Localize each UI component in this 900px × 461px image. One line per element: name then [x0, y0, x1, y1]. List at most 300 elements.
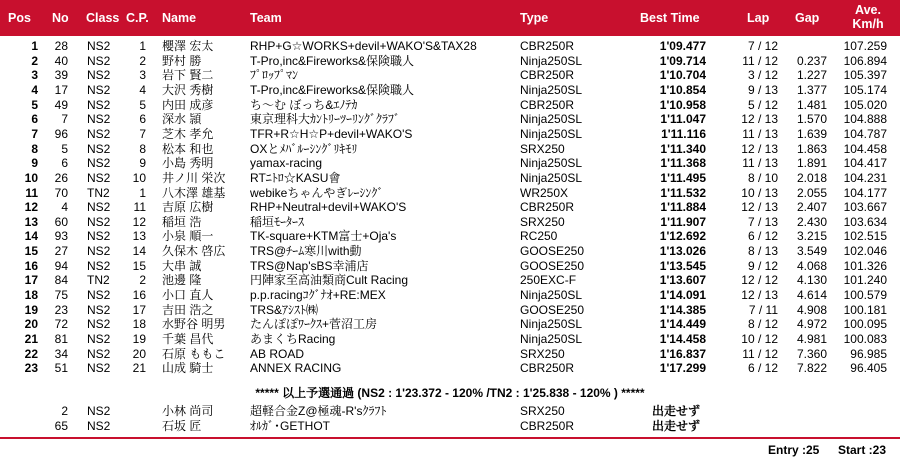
cell-name: 小島 秀明	[162, 156, 214, 171]
cell-lap: 11 / 12	[742, 346, 778, 361]
cell-lap: 10 / 13	[741, 185, 778, 200]
table-row	[0, 113, 900, 126]
dns-row	[0, 405, 900, 418]
cell-team: TRS@Nap'sBS幸浦店	[250, 258, 369, 273]
cell-ave: 105.020	[843, 97, 887, 112]
cell-cls: NS2	[87, 53, 111, 68]
header-no: No	[52, 11, 69, 25]
dns-cell-status: 出走せず	[652, 418, 701, 433]
cell-cp: 14	[132, 244, 146, 259]
cell-name: 野村 勝	[162, 53, 202, 68]
cell-gap: 4.981	[796, 332, 827, 346]
cell-type: WR250X	[520, 185, 569, 200]
cell-team: T-Pro,inc&Fireworks&保険職人	[250, 53, 415, 68]
cell-best: 1'13.607	[659, 273, 706, 288]
cell-no: 34	[54, 346, 68, 361]
cell-pos: 20	[24, 317, 38, 332]
cell-name: 千葉 昌代	[162, 332, 214, 346]
cell-gap: 4.614	[796, 288, 827, 303]
cell-gap: 4.130	[796, 273, 827, 288]
cell-ave: 100.181	[843, 302, 887, 317]
cell-ave: 104.458	[843, 141, 887, 156]
cell-pos: 2	[31, 53, 38, 68]
dns-cell-no: 65	[54, 418, 68, 433]
table-row	[0, 348, 900, 361]
cell-lap: 12 / 13	[741, 200, 778, 215]
cell-no: 72	[54, 317, 68, 332]
cell-pos: 23	[24, 361, 38, 376]
cell-lap: 7 / 11	[748, 302, 778, 317]
cell-type: 250EXC-F	[520, 273, 577, 288]
cell-best: 1'14.458	[659, 332, 706, 346]
cell-ave: 101.240	[843, 273, 887, 288]
header-ave-line1: Ave.	[855, 3, 881, 17]
cell-cp: 2	[139, 273, 146, 288]
cell-lap: 10 / 12	[741, 332, 778, 346]
cell-best: 1'11.340	[660, 141, 706, 156]
table-row	[0, 274, 900, 287]
cell-team: 稲垣ﾓｰﾀｰｽ	[250, 214, 305, 229]
cell-best: 1'12.692	[659, 229, 706, 244]
cell-ave: 107.259	[843, 39, 887, 53]
cell-pos: 18	[24, 288, 38, 303]
table-header	[0, 0, 900, 36]
cell-best: 1'16.837	[659, 346, 706, 361]
cell-ave: 101.326	[843, 258, 887, 273]
cell-no: 49	[54, 97, 68, 112]
cell-team: TRS&ｱｼｽﾄ㈱	[250, 302, 319, 317]
header-lap: Lap	[747, 11, 770, 25]
cell-gap: 1.570	[796, 112, 827, 127]
dns-cell-cls: NS2	[87, 418, 111, 433]
cell-best: 1'10.958	[659, 97, 706, 112]
cell-team: ANNEX RACING	[250, 361, 342, 376]
cell-ave: 102.046	[843, 244, 887, 259]
dns-row	[0, 420, 900, 433]
cell-best: 1'09.714	[659, 53, 706, 68]
cell-pos: 17	[24, 273, 38, 288]
cell-cls: NS2	[87, 302, 111, 317]
cell-name: 稲垣 浩	[162, 214, 202, 229]
cell-ave: 104.787	[843, 126, 887, 141]
cell-type: CBR250R	[520, 68, 575, 83]
cell-cls: NS2	[87, 156, 111, 171]
cell-cp: 12	[132, 214, 146, 229]
cell-cp: 9	[139, 156, 146, 171]
cell-name: 内田 成彦	[162, 97, 214, 112]
cell-name: 小口 直人	[162, 288, 214, 303]
cell-gap: 3.549	[796, 244, 827, 259]
table-row	[0, 84, 900, 97]
cell-name: 水野谷 明男	[162, 317, 226, 332]
cell-pos: 12	[24, 200, 38, 215]
cell-team: 東京理科大ｶﾝﾄﾘｰﾂｰﾘﾝｸﾞｸﾗﾌﾞ	[250, 112, 401, 127]
dns-cell-name: 小林 尚司	[162, 404, 214, 418]
cell-cls: NS2	[87, 126, 111, 141]
cell-cp: 1	[139, 185, 146, 200]
cell-cls: NS2	[87, 244, 111, 259]
cell-cp: 3	[139, 68, 146, 83]
cell-type: GOOSE250	[520, 244, 585, 259]
cell-type: Ninja250SL	[520, 332, 583, 346]
cell-type: Ninja250SL	[520, 156, 583, 171]
cell-cls: NS2	[87, 258, 111, 273]
cell-no: 75	[54, 288, 68, 303]
cell-no: 17	[54, 82, 68, 97]
cell-lap: 11 / 13	[742, 126, 778, 141]
table-row	[0, 304, 900, 317]
cell-lap: 12 / 13	[741, 141, 778, 156]
cell-cp: 1	[139, 39, 146, 53]
cell-type: SRX250	[520, 346, 565, 361]
cell-lap: 6 / 12	[747, 229, 778, 244]
cell-gap: 0.237	[796, 53, 827, 68]
cell-no: 26	[54, 170, 68, 185]
dns-cell-team: ｵﾙｶﾞ･GETHOT	[250, 418, 330, 433]
cell-cp: 5	[139, 97, 146, 112]
cell-best: 1'17.299	[659, 361, 706, 376]
cell-name: 深水 頴	[162, 112, 202, 127]
cell-name: 小泉 順一	[162, 229, 214, 244]
cell-name: 池邊 隆	[162, 273, 202, 288]
dns-cell-type: CBR250R	[520, 418, 575, 433]
cell-ave: 104.231	[843, 170, 887, 185]
cell-cls: NS2	[87, 82, 111, 97]
cell-ave: 103.634	[843, 214, 887, 229]
cell-lap: 9 / 13	[747, 82, 778, 97]
cell-name: 八木澤 雄基	[162, 185, 226, 200]
cell-type: GOOSE250	[520, 258, 585, 273]
cell-pos: 5	[31, 97, 38, 112]
cell-no: 40	[54, 53, 68, 68]
cell-cp: 17	[132, 302, 146, 317]
cell-team: RHP+Neutral+devil+WAKO'S	[250, 200, 407, 215]
table-row	[0, 230, 900, 243]
table-row	[0, 245, 900, 258]
cell-ave: 100.095	[843, 317, 887, 332]
cell-ave: 106.894	[843, 53, 887, 68]
cell-no: 4	[61, 200, 68, 215]
cell-cls: NS2	[87, 68, 111, 83]
cell-name: 山成 騎士	[162, 361, 214, 376]
table-row	[0, 318, 900, 331]
cell-best: 1'10.704	[659, 68, 706, 83]
cell-cp: 7	[139, 126, 146, 141]
cell-best: 1'11.884	[660, 200, 706, 215]
table-row	[0, 216, 900, 229]
cell-no: 94	[54, 258, 68, 273]
table-row	[0, 128, 900, 141]
cell-pos: 4	[31, 82, 38, 97]
header-ave	[838, 3, 898, 31]
cell-name: 芝木 孝允	[162, 126, 214, 141]
cell-cls: NS2	[87, 288, 111, 303]
cell-lap: 8 / 10	[747, 170, 778, 185]
cell-team: ﾌﾟﾛｯﾌﾟﾏﾝ	[250, 68, 299, 83]
cell-type: Ninja250SL	[520, 126, 583, 141]
cell-ave: 105.397	[843, 68, 887, 83]
cell-cp: 18	[132, 317, 146, 332]
cell-gap: 1.377	[796, 82, 827, 97]
cell-best: 1'10.854	[659, 82, 706, 97]
cell-best: 1'14.385	[659, 302, 706, 317]
cell-cls: NS2	[87, 229, 111, 244]
cell-gap: 2.018	[796, 170, 827, 185]
cell-cls: NS2	[87, 332, 111, 346]
cell-ave: 100.083	[843, 332, 887, 346]
cell-type: CBR250R	[520, 361, 575, 376]
cell-pos: 14	[24, 229, 38, 244]
cell-lap: 6 / 12	[747, 361, 778, 376]
cell-type: SRX250	[520, 141, 565, 156]
cell-cp: 4	[139, 82, 146, 97]
cell-lap: 8 / 12	[747, 317, 778, 332]
cell-lap: 5 / 12	[747, 97, 778, 112]
cell-no: 39	[54, 68, 68, 83]
cell-cp: 19	[132, 332, 146, 346]
qualifying-note: ***** 以上予選通過 (NS2 : 1'23.372 - 120% /TN2 : 1'25.838 - 120% ) *****	[255, 386, 645, 400]
cell-pos: 9	[31, 156, 38, 171]
table-row	[0, 201, 900, 214]
cell-ave: 102.515	[843, 229, 887, 244]
dns-cell-cls: NS2	[87, 404, 111, 418]
header-best-time: Best Time	[640, 11, 700, 25]
cell-ave: 96.985	[850, 346, 887, 361]
cell-cp: 11	[133, 200, 146, 215]
cell-pos: 19	[24, 302, 38, 317]
header-name: Name	[162, 11, 197, 25]
cell-cls: NS2	[87, 214, 111, 229]
cell-lap: 3 / 12	[747, 68, 778, 83]
cell-no: 70	[54, 185, 68, 200]
cell-pos: 13	[24, 214, 38, 229]
cell-type: GOOSE250	[520, 302, 585, 317]
cell-cls: TN2	[87, 185, 110, 200]
cell-cp: 21	[132, 361, 146, 376]
header-pos: Pos	[8, 11, 31, 25]
cell-no: 27	[54, 244, 68, 259]
table-row	[0, 143, 900, 156]
dns-cell-status: 出走せず	[652, 404, 701, 418]
cell-lap: 7 / 12	[747, 39, 778, 53]
cell-gap: 2.407	[796, 200, 827, 215]
cell-best: 1'11.495	[660, 170, 706, 185]
dns-cell-team: 超軽合金Z@極魂-R'sｸﾗﾌﾄ	[250, 404, 387, 418]
entry-count: Entry :25	[768, 443, 820, 457]
table-row	[0, 55, 900, 68]
cell-gap: 4.068	[796, 258, 827, 273]
cell-ave: 105.174	[843, 82, 887, 97]
cell-no: 51	[54, 361, 68, 376]
cell-pos: 22	[24, 346, 38, 361]
cell-best: 1'11.047	[660, 112, 706, 127]
cell-no: 60	[54, 214, 68, 229]
table-row	[0, 99, 900, 112]
cell-lap: 11 / 13	[742, 156, 778, 171]
cell-gap: 1.863	[796, 141, 827, 156]
cell-name: 吉田 浩之	[162, 302, 214, 317]
cell-best: 1'14.449	[659, 317, 706, 332]
cell-name: 久保木 啓広	[162, 244, 226, 259]
cell-gap: 1.227	[796, 68, 827, 83]
cell-no: 5	[61, 141, 68, 156]
cell-gap: 2.055	[796, 185, 827, 200]
cell-best: 1'11.116	[661, 126, 706, 141]
cell-best: 1'11.368	[660, 156, 706, 171]
table-row	[0, 362, 900, 375]
cell-pos: 16	[24, 258, 38, 273]
cell-lap: 8 / 13	[747, 244, 778, 259]
cell-gap: 4.908	[796, 302, 827, 317]
cell-name: 櫻澤 宏太	[162, 39, 214, 53]
cell-type: Ninja250SL	[520, 170, 583, 185]
cell-lap: 11 / 12	[742, 53, 778, 68]
cell-pos: 15	[24, 244, 38, 259]
cell-no: 6	[61, 156, 68, 171]
cell-best: 1'11.532	[660, 185, 706, 200]
cell-gap: 2.430	[796, 214, 827, 229]
cell-gap: 7.360	[796, 346, 827, 361]
cell-best: 1'09.477	[659, 39, 706, 53]
cell-team: RHP+G☆WORKS+devil+WAKO'S&TAX28	[250, 39, 477, 53]
cell-type: RC250	[520, 229, 558, 244]
cell-ave: 100.579	[843, 288, 887, 303]
cell-pos: 21	[24, 332, 38, 346]
cell-no: 81	[54, 332, 68, 346]
cell-ave: 104.177	[843, 185, 887, 200]
cell-team: たんぽぽﾜｰｸｽ+菅沼工房	[250, 317, 378, 332]
cell-gap: 7.822	[796, 361, 827, 376]
cell-name: 岩下 賢二	[162, 68, 214, 83]
cell-gap: 1.639	[796, 126, 827, 141]
table-row	[0, 172, 900, 185]
cell-no: 84	[54, 273, 68, 288]
cell-type: CBR250R	[520, 39, 575, 53]
cell-cp: 2	[139, 53, 146, 68]
cell-cp: 13	[132, 229, 146, 244]
header-ave-line2: Km/h	[852, 17, 884, 31]
cell-type: Ninja250SL	[520, 317, 583, 332]
cell-pos: 10	[24, 170, 38, 185]
cell-type: CBR250R	[520, 97, 575, 112]
dns-cell-name: 石坂 匠	[162, 418, 202, 433]
cell-no: 7	[61, 112, 68, 127]
cell-name: 石原 ももこ	[162, 346, 226, 361]
table-row	[0, 187, 900, 200]
table-row	[0, 333, 900, 346]
cell-pos: 3	[31, 68, 38, 83]
header-type: Type	[520, 11, 549, 25]
cell-best: 1'13.026	[659, 244, 706, 259]
cell-cp: 15	[132, 258, 146, 273]
table-row	[0, 260, 900, 273]
cell-pos: 1	[31, 39, 38, 53]
cell-pos: 11	[25, 185, 38, 200]
cell-type: Ninja250SL	[520, 288, 583, 303]
cell-cls: NS2	[87, 141, 111, 156]
cell-lap: 7 / 13	[747, 214, 778, 229]
table-row	[0, 289, 900, 302]
cell-team: webikeちゃんやぎﾚｰｼﾝｸﾞ	[250, 185, 384, 200]
header-class: Class	[86, 11, 120, 25]
cell-no: 23	[54, 302, 68, 317]
cell-team: p.p.racingｺｸﾞﾅｵ+RE:MEX	[250, 288, 386, 303]
table-row	[0, 157, 900, 170]
cell-team: yamax-racing	[250, 156, 323, 171]
cell-no: 96	[54, 126, 68, 141]
cell-team: OXとﾒﾊﾞﾙｰｼﾝｸﾞﾘｷﾓﾘ	[250, 141, 358, 156]
cell-cls: NS2	[87, 317, 111, 332]
cell-name: 井ノ川 栄次	[162, 170, 226, 185]
cell-team: AB ROAD	[250, 346, 305, 361]
cell-cp: 20	[132, 346, 146, 361]
cell-type: Ninja250SL	[520, 82, 583, 97]
footer-rule	[0, 437, 900, 439]
cell-team: RTﾆﾄﾛ☆KASU會	[250, 170, 341, 185]
cell-team: TRS@ﾁｰﾑ寒川with動	[250, 244, 362, 259]
cell-cp: 10	[132, 170, 146, 185]
table-row	[0, 40, 900, 53]
cell-name: 大沢 秀樹	[162, 82, 214, 97]
cell-cls: NS2	[87, 346, 111, 361]
cell-name: 大串 誠	[162, 258, 202, 273]
cell-gap: 1.481	[796, 97, 827, 112]
cell-cls: NS2	[87, 361, 111, 376]
cell-team: TFR+R☆H☆P+devil+WAKO'S	[250, 126, 413, 141]
cell-cls: NS2	[87, 170, 111, 185]
cell-cls: NS2	[87, 39, 111, 53]
cell-team: TK-square+KTM富士+Oja's	[250, 229, 397, 244]
cell-gap: 4.972	[796, 317, 827, 332]
cell-cls: NS2	[87, 200, 111, 215]
cell-type: Ninja250SL	[520, 53, 583, 68]
start-count: Start :23	[838, 443, 887, 457]
cell-ave: 103.667	[843, 200, 887, 215]
cell-lap: 12 / 13	[741, 112, 778, 127]
dns-cell-no: 2	[61, 404, 68, 418]
cell-cp: 16	[132, 288, 146, 303]
cell-cp: 8	[139, 141, 146, 156]
cell-best: 1'11.907	[660, 214, 706, 229]
cell-name: 松本 和也	[162, 141, 214, 156]
cell-lap: 12 / 12	[741, 273, 778, 288]
dns-cell-type: SRX250	[520, 404, 565, 418]
cell-ave: 104.888	[843, 112, 887, 127]
cell-team: T-Pro,inc&Fireworks&保険職人	[250, 82, 415, 97]
cell-team: ち～む ぼっち&ｴﾉﾃｶ	[250, 97, 358, 112]
cell-name: 吉原 広樹	[162, 200, 214, 215]
cell-cls: TN2	[87, 273, 110, 288]
cell-lap: 12 / 13	[741, 288, 778, 303]
cell-team: 円陣家至高油類商Cult Racing	[250, 273, 409, 288]
cell-ave: 104.417	[843, 156, 887, 171]
cell-best: 1'14.091	[659, 288, 706, 303]
cell-pos: 8	[31, 141, 38, 156]
cell-no: 28	[54, 39, 68, 53]
cell-no: 93	[54, 229, 68, 244]
cell-cp: 6	[139, 112, 146, 127]
cell-type: SRX250	[520, 214, 565, 229]
header-cp: C.P.	[126, 11, 149, 25]
cell-lap: 9 / 12	[747, 258, 778, 273]
cell-cls: NS2	[87, 97, 111, 112]
header-gap: Gap	[795, 11, 820, 25]
cell-type: CBR250R	[520, 200, 575, 215]
table-row	[0, 69, 900, 82]
cell-gap: 3.215	[796, 229, 827, 244]
cell-gap: 1.891	[796, 156, 827, 171]
cell-pos: 7	[31, 126, 38, 141]
